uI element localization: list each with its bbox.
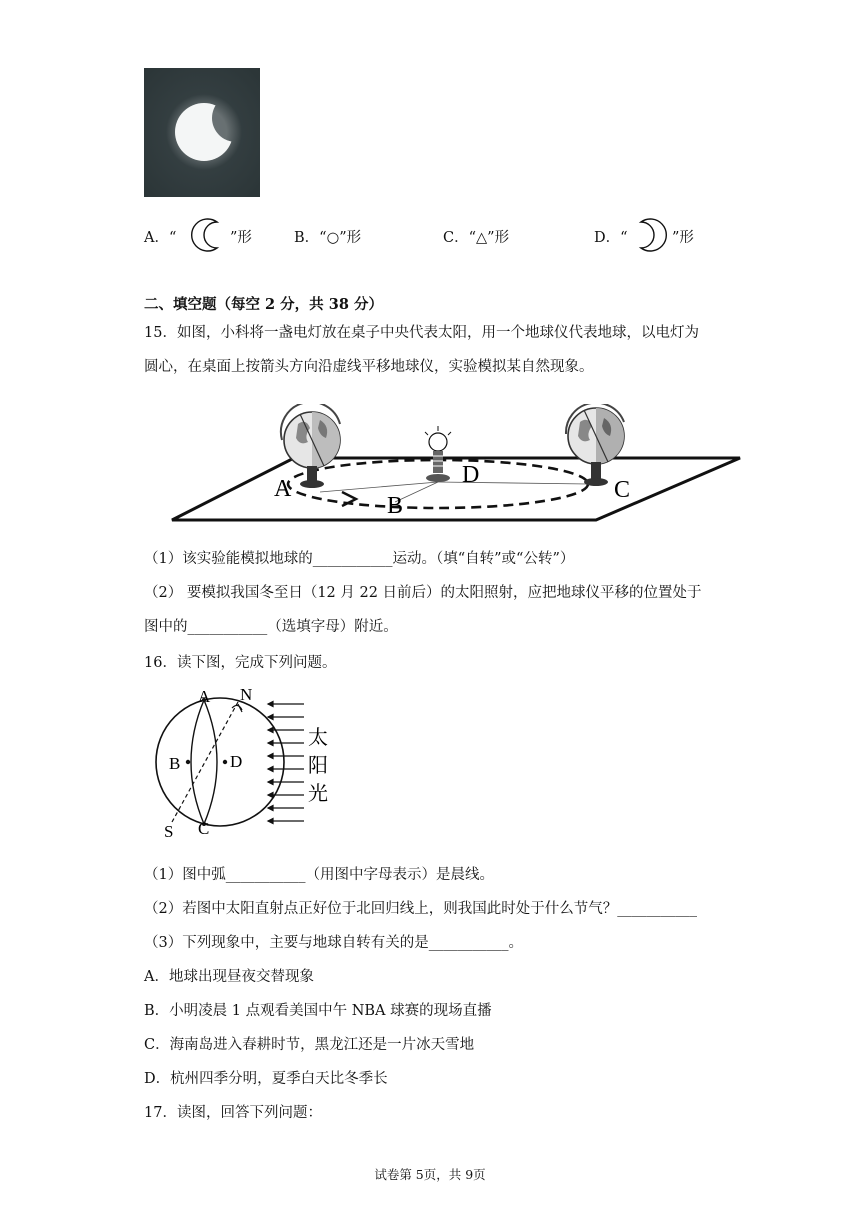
q15-sub2-line1: （2） 要模拟我国冬至日（12 月 22 日前后）的太阳照射，应把地球仪平移的位置处于	[144, 585, 702, 601]
page-footer: 试卷第 5页，共 9页	[374, 1167, 486, 1182]
q16-sub1: （1）图中弧___________（用图中字母表示）是晨线。	[144, 867, 494, 883]
label-sun-1: 太	[308, 727, 328, 749]
q16-sub2: （2）若图中太阳直射点正好位于北回归线上，则我国此时处于什么节气？___________	[144, 901, 697, 917]
option-d-close-quote: ”形	[672, 230, 694, 246]
eclipse-photo	[144, 68, 260, 197]
option-a	[144, 226, 176, 247]
q15-sub2-line2: 图中的___________（选填字母）附近。	[144, 619, 398, 635]
label-a: A	[198, 687, 211, 706]
earth-sunlight-diagram	[148, 684, 338, 846]
label-b: B	[169, 754, 181, 773]
crescent-left-open-icon	[186, 216, 230, 258]
q16-sub3: （3）下列现象中，主要与地球自转有关的是___________。	[144, 935, 523, 951]
q16-option-b: B．小明凌晨 1 点观看美国中午 NBA 球赛的现场直播	[144, 1003, 492, 1019]
option-d	[594, 226, 628, 247]
q16-option-a: A．地球出现昼夜交替现象	[144, 969, 314, 985]
option-a-label: A．	[144, 230, 169, 246]
crescent-right-open-icon	[628, 216, 672, 258]
option-d-label: D．	[594, 230, 621, 246]
label-sun-2: 阳	[308, 755, 328, 777]
label-sun-3: 光	[308, 783, 328, 805]
label-d: D	[462, 462, 480, 488]
label-s: S	[164, 822, 174, 841]
option-a-close-quote: ”形	[230, 230, 252, 246]
globe-orbit-diagram	[170, 404, 750, 530]
q15-sub1: （1）该实验能模拟地球的___________运动。（填“自转”或“公转”）	[144, 551, 575, 567]
label-d: D	[230, 752, 243, 771]
q16-option-d: D．杭州四季分明，夏季白天比冬季长	[144, 1071, 388, 1087]
q15-stem-line2: 圆心，在桌面上按箭头方向沿虚线平移地球仪，实验模拟某自然现象。	[144, 359, 594, 375]
q15-stem-line1: 15．如图，小科将一盏电灯放在桌子中央代表太阳，用一个地球仪代表地球，以电灯为	[144, 325, 699, 341]
label-c: C	[198, 819, 210, 838]
label-c: C	[614, 477, 631, 503]
q16-option-c: C．海南岛进入春耕时节，黑龙江还是一片冰天雪地	[144, 1037, 475, 1053]
label-n: N	[240, 685, 253, 704]
option-b: B．“○”形	[294, 230, 362, 246]
option-c: C．“△”形	[443, 230, 510, 246]
sunlight-arrows	[268, 702, 304, 824]
option-a-open-quote: “	[168, 230, 177, 246]
option-d-open-quote: “	[620, 230, 628, 246]
q17-stem: 17．读图，回答下列问题：	[144, 1105, 322, 1121]
label-a: A	[274, 476, 292, 502]
label-b: B	[387, 493, 404, 519]
q16-stem: 16．读下图，完成下列问题。	[144, 655, 337, 671]
section-title: 二、填空题（每空 2 分，共 38 分）	[144, 296, 383, 313]
